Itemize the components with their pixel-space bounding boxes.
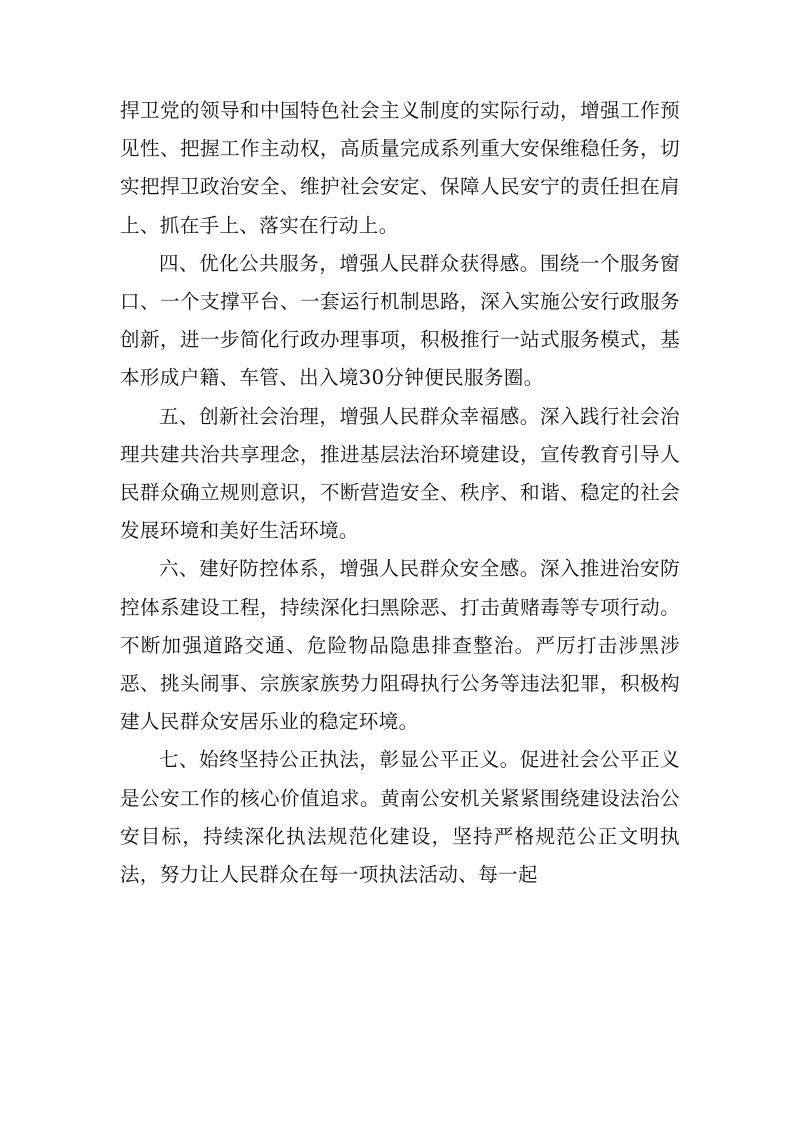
paragraph-continuation: 捍卫党的领导和中国特色社会主义制度的实际行动，增强工作预见性、把握工作主动权，高质量完成系列重大安保维稳任务，切实把捍卫政治安全、维护社会安定、保障人民安宁的责任担在肩上、抓在手上、落实在行动上。 <box>120 99 680 237</box>
paragraph-item-7: 七、始终坚持公正执法，彰显公平正义。促进社会公平正义是公安工作的核心价值追求。黄南公安机关紧紧围绕建设法治公安目标，持续深化执法规范化建设，坚持严格规范公正文明执法，努力让人民群众在每一项执法活动、每一起 <box>120 748 680 887</box>
paragraph-item-6: 六、建好防控体系，增强人民群众安全感。深入推进治安防控体系建设工程，持续深化扫黑除恶、打击黄赌毒等专项行动。不断加强道路交通、危险物品隐患排查整治。严厉打击涉黑涉恶、挑头闹事、宗族家族势力阻碍执行公务等违法犯罪，积极构建人民群众安居乐业的稳定环境。 <box>120 557 680 734</box>
document-body <box>120 92 680 894</box>
paragraph-item-5: 五、创新社会治理，增强人民群众幸福感。深入践行社会治理共建共治共享理念，推进基层法治环境建设，宣传教育引导人民群众确立规则意识，不断营造安全、秩序、和谐、稳定的社会发展环境和美好生活环境。 <box>120 404 680 543</box>
paragraph-item-4: 四、优化公共服务，增强人民群众获得感。围绕一个服务窗口、一个支撑平台、一套运行机制思路，深入实施公安行政服务创新，进一步简化行政办理事项，积极推行一站式服务模式，基本形成户籍、车管、出入境30分钟便民服务圈。 <box>120 251 680 390</box>
